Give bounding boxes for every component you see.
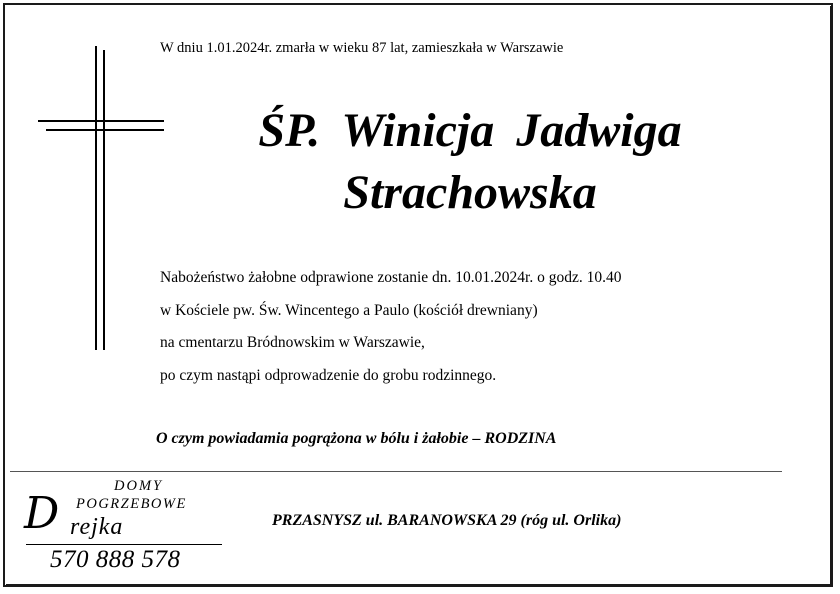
cross-icon	[36, 46, 166, 356]
funeral-home-phone: 570 888 578	[50, 546, 181, 573]
deceased-name-line2: Strachowska	[343, 166, 597, 219]
funeral-detail-line: po czym nastąpi odprowadzenie do grobu rodzinnego.	[160, 366, 497, 384]
death-announcement-intro: W dniu 1.01.2024r. zmarła w wieku 87 lat, zamieszkała w Warszawie	[160, 40, 564, 56]
logo-line-pogrzebowe: POGRZEBOWE	[76, 496, 187, 512]
funeral-home-address: PRZASNYSZ ul. BARANOWSKA 29 (róg ul. Orlika)	[272, 512, 622, 529]
logo-underline	[26, 544, 222, 545]
logo-monogram: D	[24, 488, 60, 539]
deceased-name-line1: ŚP. Winicja Jadwiga	[258, 104, 682, 157]
funeral-details	[160, 262, 621, 392]
logo-line-domy: DOMY	[114, 478, 164, 494]
family-closing-line: O czym powiadamia pogrążona w bólu i żałobie – RODZINA	[156, 430, 557, 447]
footer-divider	[10, 471, 782, 472]
logo-brand-name: rejka	[70, 514, 124, 540]
funeral-detail-line: na cmentarzu Bródnowskim w Warszawie,	[160, 334, 425, 351]
funeral-detail-line: w Kościele pw. Św. Wincentego a Paulo (kościół drewniany)	[160, 301, 538, 319]
deceased-name	[160, 100, 780, 224]
funeral-detail-line: Nabożeństwo żałobne odprawione zostanie dn. 10.01.2024r. o godz. 10.40	[160, 269, 622, 286]
funeral-home-logo	[18, 476, 228, 576]
